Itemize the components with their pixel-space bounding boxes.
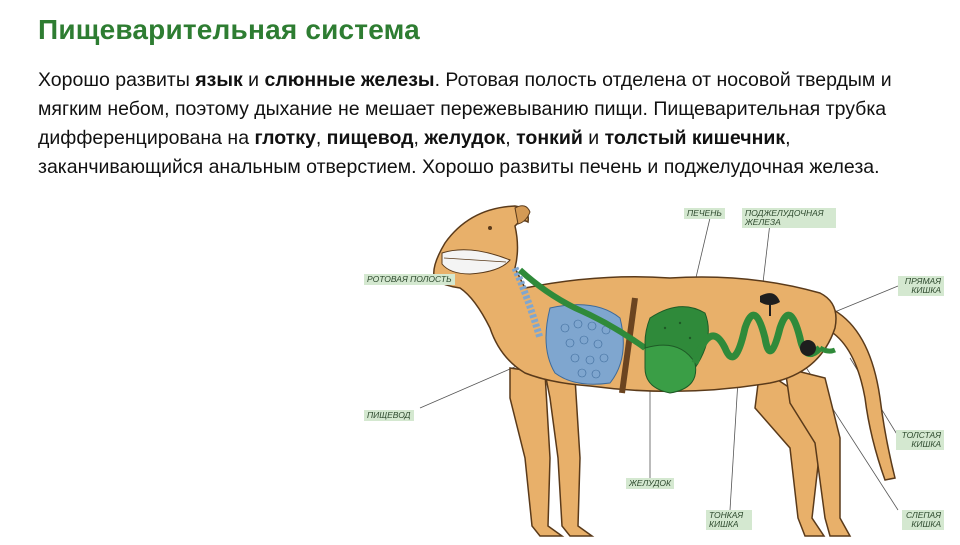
- label-esophagus: ПИЩЕВОД: [364, 410, 414, 421]
- bold-term: слюнные железы: [264, 69, 435, 91]
- paragraph-text: ,: [505, 127, 517, 149]
- label-cecum: СЛЕПАЯ КИШКА: [902, 510, 944, 530]
- label-small-intestine: ТОНКАЯ КИШКА: [706, 510, 752, 530]
- slide-title: Пищеварительная система: [38, 14, 420, 45]
- bold-term: пищевод: [326, 127, 414, 149]
- label-large-intestine: ТОЛСТАЯ КИШКА: [896, 430, 944, 450]
- label-pancreas: ПОДЖЕЛУДОЧНАЯ ЖЕЛЕЗА: [742, 208, 836, 228]
- bold-term: язык: [195, 69, 243, 91]
- dog-eye: [488, 226, 492, 230]
- lungs: [546, 305, 623, 385]
- paragraph-text: ,: [413, 127, 425, 149]
- bold-term: глотку: [254, 127, 316, 149]
- dog-digestive-diagram: [350, 198, 950, 540]
- label-rectum: ПРЯМАЯ КИШКА: [898, 276, 944, 296]
- paragraph-text: Хорошо развиты: [38, 69, 196, 91]
- label-oral-cavity: РОТОВАЯ ПОЛОСТЬ: [364, 274, 455, 285]
- bold-term: желудок: [424, 127, 506, 149]
- label-liver: ПЕЧЕНЬ: [684, 208, 725, 219]
- paragraph-text: и: [242, 69, 265, 91]
- rectum: [800, 340, 816, 356]
- bold-term: толстый кишечник: [604, 127, 786, 149]
- bold-term: тонкий: [516, 127, 583, 149]
- label-stomach: ЖЕЛУДОК: [626, 478, 674, 489]
- slide-paragraph: [38, 66, 938, 182]
- paragraph-text: , заканчивающийся анальным отверстием. Хорошо развиты печень и поджелудочная железа.: [38, 127, 880, 178]
- dog-legs: [510, 368, 850, 536]
- paragraph-text: ,: [315, 127, 327, 149]
- paragraph-text: и: [582, 127, 605, 149]
- paragraph-text: . Ротовая полость отделена от носовой твердым и мягким небом, поэтому дыхание не мешает пережевыванию пищи. Пищеварительная трубка дифференцирована на: [38, 69, 892, 149]
